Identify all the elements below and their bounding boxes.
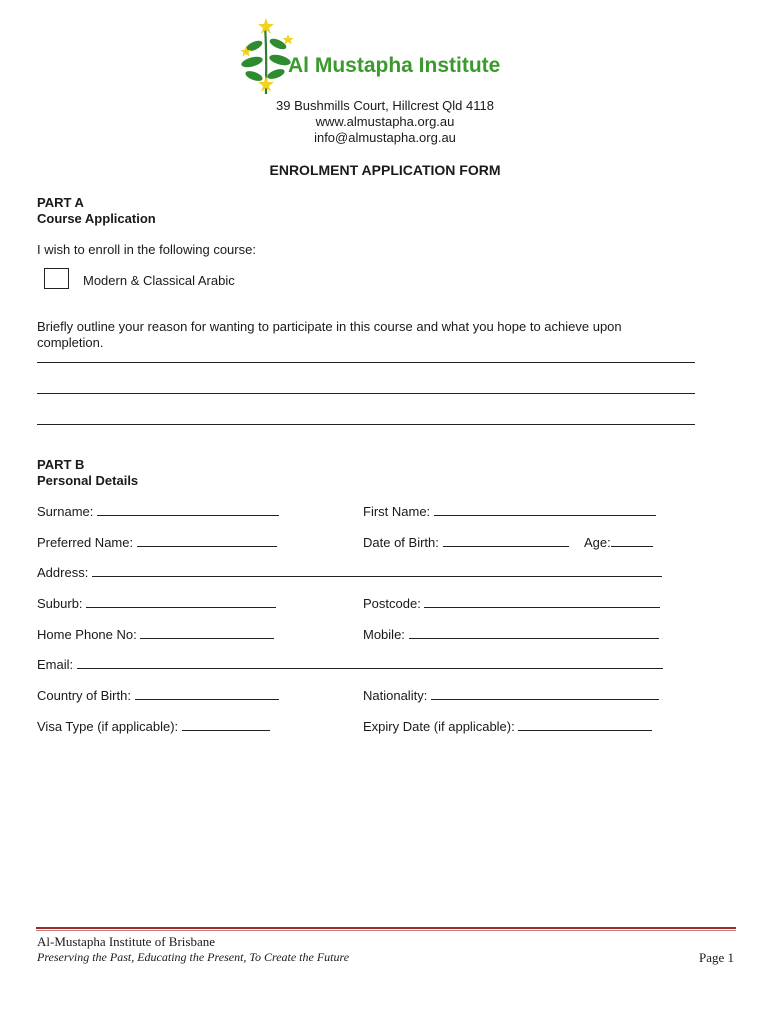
preferred-name-field bbox=[37, 535, 277, 550]
expiry-date-field bbox=[363, 719, 652, 734]
part-a-subheading: Course Application bbox=[37, 211, 156, 226]
surname-field bbox=[37, 504, 279, 519]
surname-label: Surname: bbox=[37, 504, 94, 519]
home-phone-input[interactable] bbox=[140, 627, 274, 639]
country-of-birth-field bbox=[37, 688, 279, 703]
reason-line-1[interactable] bbox=[37, 362, 695, 363]
first-name-field bbox=[363, 504, 656, 519]
footer-rule-top bbox=[36, 927, 736, 929]
country-of-birth-input[interactable] bbox=[135, 688, 279, 700]
date-of-birth-field bbox=[363, 535, 569, 550]
postcode-input[interactable] bbox=[424, 596, 660, 608]
form-title: ENROLMENT APPLICATION FORM bbox=[269, 162, 501, 178]
age-label: Age: bbox=[584, 535, 611, 550]
part-b-subheading: Personal Details bbox=[37, 473, 139, 488]
suburb-field bbox=[37, 596, 276, 611]
preferred-name-input[interactable] bbox=[137, 535, 277, 547]
footer-tagline: Preserving the Past, Educating the Present, To Create the Future bbox=[37, 950, 350, 964]
tree-logo-icon bbox=[236, 16, 296, 96]
reason-prompt: Briefly outline your reason for wanting to participate in this course and what you hope to achieve upon completion. bbox=[37, 319, 622, 350]
email-field bbox=[37, 657, 663, 672]
institute-email: info@almustapha.org.au bbox=[314, 130, 456, 145]
home-phone-field bbox=[37, 627, 274, 642]
home-phone-label: Home Phone No: bbox=[37, 627, 137, 642]
mobile-input[interactable] bbox=[409, 627, 659, 639]
mobile-label: Mobile: bbox=[363, 627, 405, 642]
surname-input[interactable] bbox=[97, 504, 279, 516]
institute-logo bbox=[236, 16, 546, 96]
visa-type-label: Visa Type (if applicable): bbox=[37, 719, 179, 734]
preferred-name-label: Preferred Name: bbox=[37, 535, 134, 550]
date-of-birth-input[interactable] bbox=[443, 535, 569, 547]
footer-rule-bottom bbox=[36, 930, 736, 931]
postcode-label: Postcode: bbox=[363, 596, 421, 611]
email-label: Email: bbox=[37, 657, 74, 672]
visa-type-field bbox=[37, 719, 270, 734]
logo-wordmark: Al Mustapha Institute bbox=[288, 54, 501, 77]
part-a-heading: PART A bbox=[37, 195, 84, 210]
date-of-birth-label: Date of Birth: bbox=[363, 535, 439, 550]
part-b-heading: PART B bbox=[37, 457, 85, 472]
expiry-date-label: Expiry Date (if applicable): bbox=[363, 719, 515, 734]
nationality-input[interactable] bbox=[431, 688, 659, 700]
mobile-field bbox=[363, 627, 659, 642]
course-intro-text: I wish to enroll in the following course: bbox=[37, 242, 256, 257]
country-of-birth-label: Country of Birth: bbox=[37, 688, 131, 703]
postcode-field bbox=[363, 596, 660, 611]
institute-website: www.almustapha.org.au bbox=[315, 114, 455, 129]
course-option-label: Modern & Classical Arabic bbox=[83, 273, 235, 288]
page-number: Page 1 bbox=[698, 950, 734, 965]
age-field bbox=[584, 535, 653, 550]
expiry-date-input[interactable] bbox=[518, 719, 652, 731]
nationality-label: Nationality: bbox=[363, 688, 428, 703]
institute-address: 39 Bushmills Court, Hillcrest Qld 4118 bbox=[276, 98, 494, 113]
email-input[interactable] bbox=[77, 657, 663, 669]
age-input[interactable] bbox=[611, 535, 653, 547]
nationality-field bbox=[363, 688, 659, 703]
visa-type-input[interactable] bbox=[182, 719, 270, 731]
address-label: Address: bbox=[37, 565, 89, 580]
footer-org-name: Al-Mustapha Institute of Brisbane bbox=[37, 934, 215, 949]
suburb-label: Suburb: bbox=[37, 596, 83, 611]
reason-line-2[interactable] bbox=[37, 393, 695, 394]
course-checkbox[interactable] bbox=[44, 268, 69, 289]
reason-line-3[interactable] bbox=[37, 424, 695, 425]
address-input[interactable] bbox=[92, 565, 662, 577]
suburb-input[interactable] bbox=[86, 596, 276, 608]
first-name-label: First Name: bbox=[363, 504, 431, 519]
first-name-input[interactable] bbox=[434, 504, 656, 516]
address-field bbox=[37, 565, 662, 580]
